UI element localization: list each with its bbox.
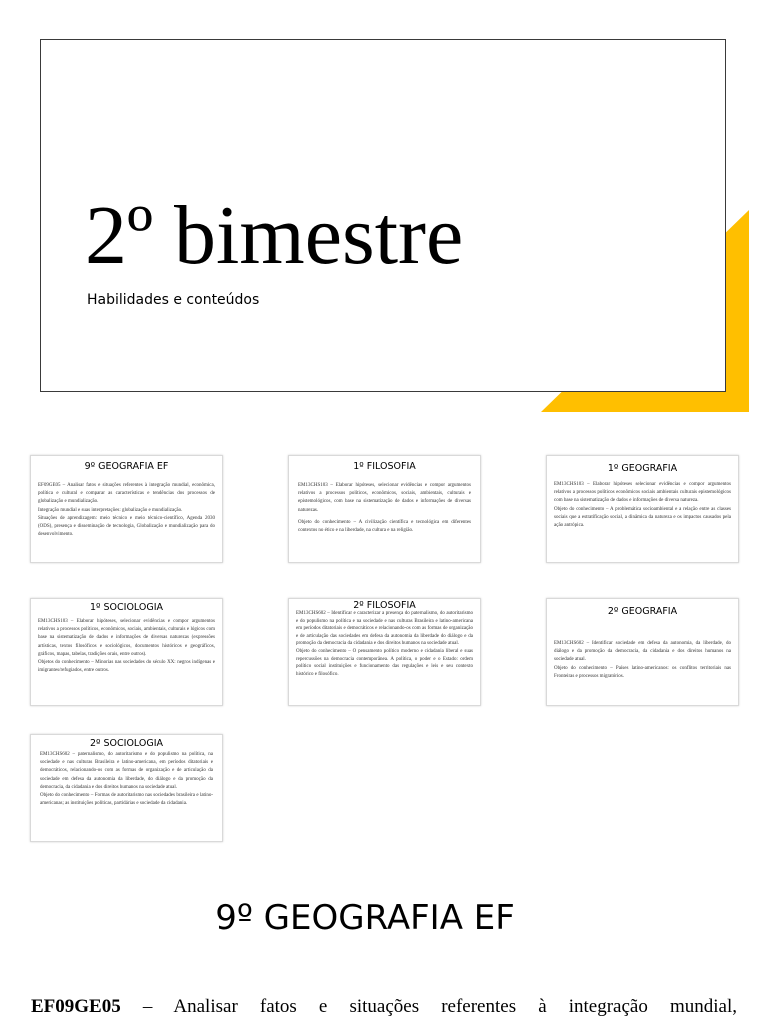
thumbnail-paragraph: EM13CHS103 – Elaborar hipóteses, selecionar evidências e compor argumentos relativos a processos políticos, econômicos, sociais, ambientais, culturais e lógicos com base na sistematização de dados e informações de diversas naturezas (expressões artísticas, textos filosóficos e sociológicos, documentos históricos e geográficos, gráficos, mapas, tabelas, tradições orais, entre outros). [38,619,215,657]
thumbnail-paragraph: EM13CHS602 – Identificar sociedade em defesa da autonomia, da liberdade, do diálogo e da promoção da democracia, da cidadania e dos direitos humanos na sociedade atual. [554,641,731,663]
section-body [31,994,737,1020]
thumbnail-paragraph: EM13CHS103 – Elaborar hipóteses, selecionar evidências e compor argumentos relativos a processos políticos, econômicos, sociais, ambientais, culturais e epistemológicos, com base na sistematização de dados e informações de diversas naturezas. [298,483,471,513]
thumbnail-paragraph: Objeto do conhecimento – Formas de autoritarismo nas sociedades brasileira e latino-americanas; as instituições políticas, partidárias e sociedade da cidadania. [40,793,213,807]
thumbnail-paragraph: EM13CHS602 – Identificar e caracterizar a presença do paternalismo, do autoritarismo e do populismo na política e na sociedade e nas culturas Brasileira e latino-americana em períodos ditatoriais e democráticos e relacionando-os com as formas de organização e de articulação das sociedades em defesa da autonomia da liberdade do diálogo e da promoção da democracia da cidadania e dos direitos humanos na sociedade atual. [296,611,473,647]
thumbnail-body [38,618,215,675]
section-title: 9º GEOGRAFIA EF [215,898,515,938]
thumbnail-title: 2º SOCIOLOGIA [89,738,164,749]
skill-text: – Analisar fatos e situações referentes à integração mundial, [120,996,737,1017]
thumbnail-body [38,482,215,539]
thumbnail-body [554,640,731,681]
thumbnail-title: 1º FILOSOFIA [353,461,416,472]
thumbnail-paragraph: Objetos do conhecimento – Minorias nas sociedades do século XX: negros indígenas e imigrantes/refugiados, entre outros. [38,660,215,674]
thumbnail-paragraph: Objeto do conhecimento – O pensamento político moderno e cidadania liberal e suas repercussões na democracia contemporânea. A política, o poder e o Estado: ordem político social instituições e funcionamento das regulações e leis e seu contexto histórico e filosófico. [296,648,473,677]
skill-code: EF09GE05 [31,996,121,1017]
thumbnail-title: 1º GEOGRAFIA [607,463,678,474]
thumbnail-body [554,481,731,530]
thumbnail-paragraph: Objeto do conhecimento – A problemática socioambiental e a relação entre as classes sociais que a estratificação social, a dinâmica da natureza e os impactos causados pela ação antrópica. [554,506,731,529]
thumbnail-paragraph: EM13CHS103 – Elaborar hipóteses selecionar evidências e compor argumentos relativos a processos políticos econômicos sociais ambientais culturais epistemológicos com base na sistematização de dados e informações de diversa natureza. [554,482,731,504]
slide-thumbnail-2-sociologia[interactable] [30,734,223,842]
thumbnail-title: 9º GEOGRAFIA EF [84,461,169,472]
thumbnail-title: 2º GEOGRAFIA [607,606,678,617]
thumbnail-body [40,751,213,808]
slide-thumbnail-1-sociologia[interactable] [30,598,223,706]
cover-title: 2º bimestre [85,189,464,282]
thumbnail-paragraph: EF09GE05 – Analisar fatos e situações referentes à integração mundial, econômica, política e cultural e comparar as características e tendências dos processos de globalização e mundialização. [38,483,215,505]
slide-thumbnail-2-geografia[interactable] [546,598,739,706]
slide-thumbnail-2-filosofia[interactable] [288,598,481,706]
thumbnail-paragraph: Objeto do conhecimento – A civilização científica e tecnológica em diferentes contextos no ético e na liberdade, na cultura e na religião. [298,519,471,534]
slide-thumbnail-1-filosofia[interactable] [288,455,481,563]
thumbnail-paragraph: EM13CHS602 – paternalismo, do autoritarismo e do populismo na política, na sociedade e nas culturas Brasileira e latino-americana, em períodos ditatoriais e democráticos, relacionando-os com as formas de organização e de articulação da sociedade em defesa da autonomia da liberdade, do diálogo e da promoção da democracia, da cidadania e dos direitos humanos na sociedade atual. [40,752,213,790]
slide-thumbnail-1-geografia[interactable] [546,455,739,563]
thumbnail-body [296,610,473,678]
thumbnail-paragraph: Integração mundial e suas interpretações: globalização e mundialização. [38,507,183,513]
thumbnail-title: 1º SOCIOLOGIA [89,602,164,613]
slide-thumbnail-9-geografia[interactable] [30,455,223,563]
thumbnail-paragraph: Objeto do conhecimento – Países latino-americanos: os conflitos territoriais nas Fronteiras e processos migratórios. [554,665,731,679]
cover-subtitle: Habilidades e conteúdos [87,292,260,308]
thumbnail-body [298,482,471,535]
thumbnail-paragraph: Situações de aprendizagem: meio técnico e meio técnico-científico, Agenda 2030 (ODS), presença e disseminação de tecnologia, Globalização e mundialização para do desenvolvimento. [38,515,215,538]
thumbnail-title: 2º FILOSOFIA [353,600,416,611]
